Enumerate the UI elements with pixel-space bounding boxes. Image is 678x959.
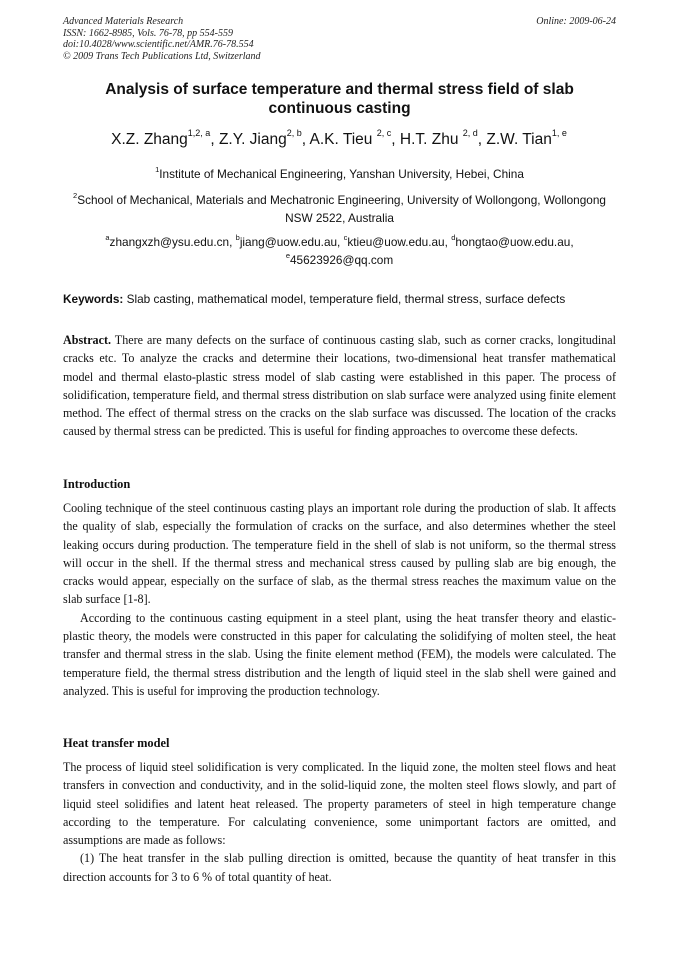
author (399, 128, 487, 148)
affiliation-text: School of Mechanical, Materials and Mechatronic Engineering, University of Wollongong, Wollongong NSW 2522, Australia (77, 193, 606, 225)
author-sup: 1,2, a (187, 128, 211, 138)
abstract (63, 331, 616, 441)
email[interactable]: $^c$ktieu@uow.edu.au, (343, 233, 452, 249)
running-header (63, 16, 616, 62)
keywords-label: Keywords: (63, 292, 124, 306)
author-list (40, 130, 638, 150)
journal-name: Advanced Materials Research (63, 16, 184, 27)
copyright-line: © 2009 Trans Tech Publications Ltd, Switzerland (63, 50, 261, 62)
affiliation-1 (63, 165, 616, 183)
author-sep: , (210, 131, 219, 148)
author-name: H.T. Zhu (399, 131, 463, 148)
email-sup: a (105, 233, 110, 242)
author-name: X.Z. Zhang (111, 131, 188, 148)
author-sup: 2, c (376, 128, 392, 138)
paper-title: Analysis of surface temperature and thermal stress field of slab continuous casting (105, 81, 574, 117)
email-sup: e (285, 251, 290, 260)
affiliation-sup: 1 (155, 165, 160, 174)
section-heading-heat-transfer: Heat transfer model (63, 736, 170, 750)
author-sep: , (477, 131, 487, 148)
affiliation-2 (63, 191, 616, 227)
email-list (63, 233, 616, 269)
email[interactable]: $^a$zhangxzh@ysu.edu.cn, (105, 233, 236, 249)
author-sep: , (301, 131, 310, 148)
section-heading-introduction: Introduction (63, 477, 131, 491)
introduction-body (63, 499, 616, 700)
author (486, 128, 567, 148)
paragraph: (1) The heat transfer in the slab pulling direction is omitted, because the quantity of heat transfer in this direction accounts for 3 to 6 % of total quantity of heat. (63, 851, 616, 884)
author-sep: , (391, 131, 400, 148)
abstract-text: There are many defects on the surface of continuous casting slab, such as corner cracks, longitudinal cracks etc. To analyze the cracks and determine their locations, two-dimensional heat transfer mathematical model and thermal elasto-plastic stress model of slab casting were established in this paper. The process of solidification, temperature field, and thermal stress distribution on slab surface were analyzed using finite element method. The effect of thermal stress on the cracks on the slab surface was discussed. The location of the cracks caused by thermal stress can be predicted. This is useful for finding approaches to overcome these defects. (63, 333, 616, 439)
author-sup: 1, e (551, 128, 567, 138)
issn-line: ISSN: 1662-8985, Vols. 76-78, pp 554-559 (63, 27, 233, 39)
paragraph: According to the continuous casting equipment in a steel plant, using the heat transfer theory and elastic-plastic theory, the models were constructed in this paper for calculating the solidifying of molten steel, the heat transfer and thermal stress in the slab. Using the finite element method (FEM), the models were calculated. The temperature field, the thermal stress distribution and the length of liquid steel in the slab shell were gained and analyzed. This is useful for improving the production technology. (63, 610, 616, 698)
email[interactable]: $^b$jiang@uow.edu.au, (235, 233, 344, 249)
email[interactable]: $^d$hongtao@uow.edu.au, (451, 233, 574, 249)
paragraph: The process of liquid steel solidification is very complicated. In the liquid zone, the molten steel flows and heat transfers in convection and conductivity, and in the solid-liquid zone, the molten steel flows slowly, and part of liquid steel solidifies and latent heat released. The property parameters of steel in high temperature change according to the temperature. For calculating convenience, some unimportant factors are omitted, and assumptions are made as follows: (63, 760, 616, 848)
author (111, 128, 219, 148)
email-sup: d (451, 233, 456, 242)
author-name: Z.W. Tian (486, 131, 552, 148)
online-date: Online: 2009-06-24 (536, 16, 616, 27)
author-name: A.K. Tieu (309, 131, 377, 148)
keywords-text: Slab casting, mathematical model, temperature field, thermal stress, surface defects (123, 292, 566, 306)
email[interactable]: $^e$45623926@qq.com (285, 251, 394, 267)
affiliation-text: Institute of Mechanical Engineering, Yanshan University, Hebei, China (159, 167, 524, 181)
email-sup: b (235, 233, 240, 242)
author-name: Z.Y. Jiang (218, 131, 287, 148)
affiliation-sup: 2 (73, 191, 78, 200)
keywords (63, 291, 616, 307)
paragraph: Cooling technique of the steel continuous casting plays an important role during the production of slab. It affects the quality of slab, especially the formulation of cracks on the surface, and also determines whether the steel leaking occurs during production. The temperature field in the shell of slab is not uniform, so the thermal stress will occur in the shell. If the thermal stress and mechanical stress caused by pulling slab are big enough, the cracks would appear, especially on the surface of slab, as the thermal stress reaches the maximum value on the slab surface [1-8]. (63, 501, 616, 607)
author-sup: 2, b (286, 128, 302, 138)
heat-transfer-body (63, 758, 616, 886)
author (218, 128, 310, 148)
abstract-label: Abstract. (63, 333, 112, 347)
doi-line: doi:10.4028/www.scientific.net/AMR.76-78.554 (63, 39, 254, 50)
author (309, 128, 400, 148)
author-sup: 2, d (462, 128, 478, 138)
email-sup: c (343, 233, 348, 242)
